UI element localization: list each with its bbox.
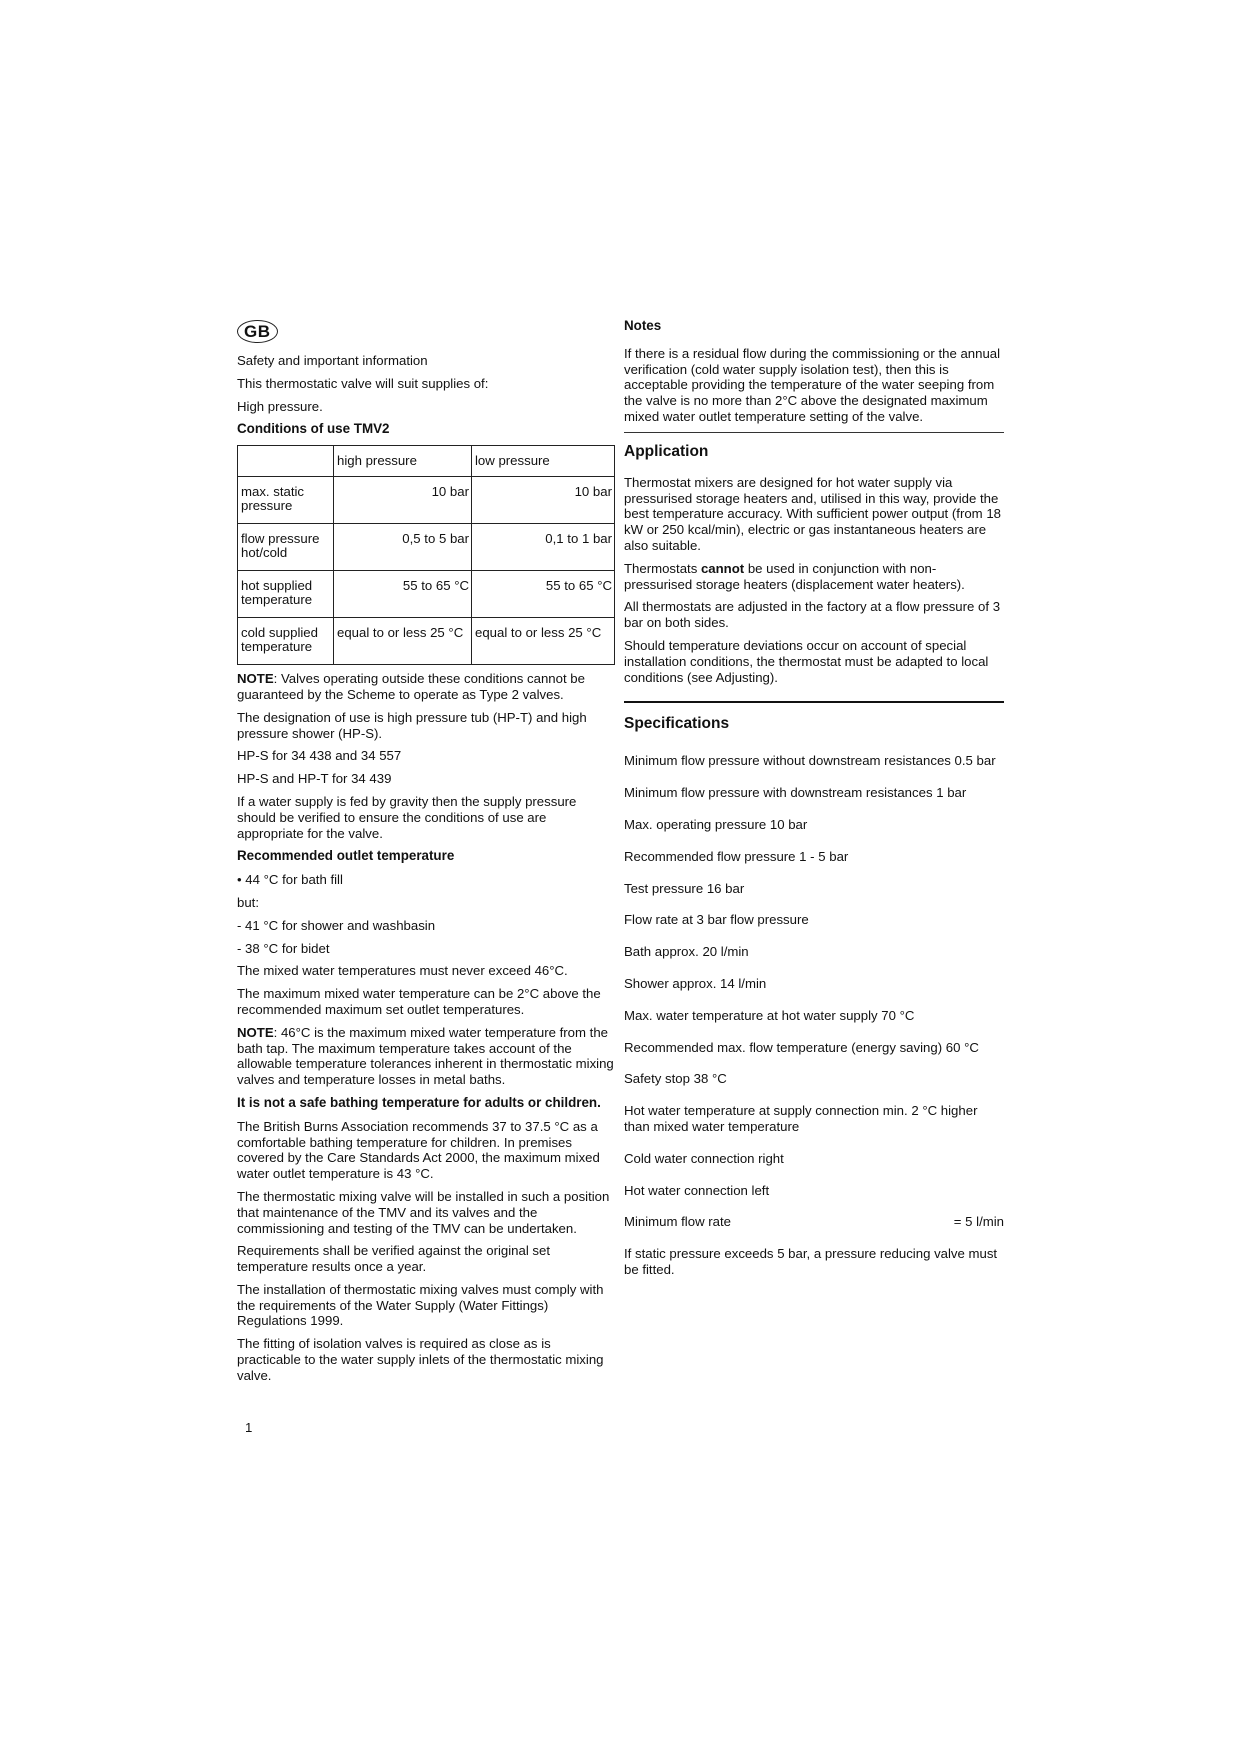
note-conditions bbox=[237, 671, 615, 703]
min-flow-row bbox=[624, 1214, 1004, 1230]
spec-item: Hot water connection left bbox=[624, 1182, 770, 1198]
specifications-title: Specifications bbox=[624, 715, 730, 733]
table-header-cell bbox=[238, 446, 334, 477]
application-paragraph-1: Thermostat mixers are designed for hot water supply via pressurised storage heaters and, utilised in this way, provide the best temperature accuracy. With sufficient power output (from 18 kW or 250 kcal/min), electric or gas instantaneous heaters are also suitable. bbox=[624, 474, 1001, 553]
requirements-paragraph: Requirements shall be verified against the original set temperature results once a year. bbox=[237, 1243, 551, 1275]
max-mixed-paragraph: The maximum mixed water temperature can be 2°C above the recommended maximum set outlet temperatures. bbox=[237, 986, 601, 1017]
page-number: 1 bbox=[245, 1420, 253, 1435]
divider bbox=[624, 432, 1004, 433]
spec-item: Safety stop 38 °C bbox=[624, 1071, 727, 1087]
table-row-label: flow pressure hot/cold bbox=[238, 524, 334, 571]
table-cell: 10 bar bbox=[472, 477, 615, 524]
note-label: NOTE bbox=[237, 671, 274, 687]
left-column bbox=[237, 320, 615, 1391]
table-row-label: max. static pressure bbox=[238, 477, 334, 524]
bidet-line: - 38 °C for bidet bbox=[237, 940, 330, 956]
text-span: be used in conjunction with non-pressurised storage heaters (displacement water heaters). bbox=[624, 560, 965, 592]
spec-item: Flow rate at 3 bar flow pressure bbox=[624, 912, 809, 928]
hp-s-line: HP-S for 34 438 and 34 557 bbox=[237, 748, 402, 764]
table-cell: 0,5 to 5 bar bbox=[334, 524, 472, 571]
right-column bbox=[624, 316, 1004, 1294]
language-badge: GB bbox=[237, 320, 278, 343]
table-header-cell: high pressure bbox=[334, 446, 472, 477]
isolation-paragraph: The fitting of isolation valves is required as close as is practicable to the water supply inlets of the thermostatic mixing valve. bbox=[237, 1336, 604, 1383]
bold-span: cannot bbox=[700, 560, 745, 576]
notes-paragraph: If there is a residual flow during the commissioning or the annual verification (cold water supply isolation test), then this is acceptable providing the temperature of the water seeping from the valve is no more than 2°C above the designated maximum mixed water outlet temperature setting of the valve. bbox=[624, 345, 1001, 424]
spec-item: Minimum flow pressure with downstream resistances 1 bar bbox=[624, 785, 967, 801]
recommended-heading: Recommended outlet temperature bbox=[237, 848, 455, 864]
table-row-label: cold supplied temperature bbox=[238, 618, 334, 665]
spec-item: Bath approx. 20 l/min bbox=[624, 944, 749, 960]
table-header-row bbox=[238, 446, 615, 477]
table-row bbox=[238, 477, 615, 524]
shower-line: - 41 °C for shower and washbasin bbox=[237, 917, 436, 933]
table-row bbox=[238, 524, 615, 571]
table-row bbox=[238, 618, 615, 665]
table-row bbox=[238, 571, 615, 618]
table-header-cell: low pressure bbox=[472, 446, 615, 477]
conditions-table bbox=[237, 445, 615, 665]
min-flow-value: = 5 l/min bbox=[953, 1214, 1004, 1230]
but-line: but: bbox=[237, 894, 259, 910]
hp-s-t-line: HP-S and HP-T for 34 439 bbox=[237, 771, 392, 787]
table-cell: 55 to 65 °C bbox=[472, 571, 615, 618]
spec-item: Minimum flow pressure without downstream resistances 0.5 bar bbox=[624, 753, 996, 769]
note-46 bbox=[237, 1025, 615, 1088]
min-flow-label: Minimum flow rate bbox=[624, 1214, 731, 1230]
not-safe-heading: It is not a safe bathing temperature for adults or children. bbox=[237, 1094, 601, 1110]
application-paragraph-3: All thermostats are adjusted in the factory at a flow pressure of 3 bar on both sides. bbox=[624, 599, 1001, 631]
table-cell: equal to or less 25 °C bbox=[334, 618, 472, 665]
spec-item: Test pressure 16 bar bbox=[624, 880, 745, 896]
note-label: NOTE bbox=[237, 1024, 274, 1040]
spec-item: Shower approx. 14 l/min bbox=[624, 975, 767, 991]
table-cell: 10 bar bbox=[334, 477, 472, 524]
intro-line-3: High pressure. bbox=[237, 398, 323, 414]
spec-item: Max. water temperature at hot water supply 70 °C bbox=[624, 1007, 915, 1023]
installation-paragraph: The installation of thermostatic mixing valves must comply with the requirements of the Water Supply (Water Fittings) Regulations 1999. bbox=[237, 1281, 604, 1329]
table-row-label: hot supplied temperature bbox=[238, 571, 334, 618]
application-paragraph-2 bbox=[624, 561, 1004, 593]
burns-paragraph: The British Burns Association recommends 37 to 37.5 °C as a comfortable bathing temperature for children. In premises covered by the Care Standards Act 2000, the maximum mixed water outlet temperature is 43 °C. bbox=[237, 1118, 600, 1182]
installed-paragraph: The thermostatic mixing valve will be installed in such a position that maintenance of the TMV and its valves and the commissioning and testing of the TMV can be undertaken. bbox=[237, 1188, 610, 1236]
spec-item: Cold water connection right bbox=[624, 1150, 784, 1166]
table-cell: 55 to 65 °C bbox=[334, 571, 472, 618]
intro-line-2: This thermostatic valve will suit supplies of: bbox=[237, 375, 489, 391]
intro-line-1: Safety and important information bbox=[237, 353, 428, 368]
divider-thick bbox=[624, 701, 1004, 703]
bath-line: • 44 °C for bath fill bbox=[237, 872, 343, 888]
spec-item: Recommended max. flow temperature (energy saving) 60 °C bbox=[624, 1039, 979, 1055]
spec-item: Hot water temperature at supply connection min. 2 °C higher than mixed water temperature bbox=[624, 1103, 978, 1134]
designation-paragraph: The designation of use is high pressure tub (HP-T) and high pressure shower (HP-S). bbox=[237, 709, 587, 741]
text-span: Thermostats bbox=[624, 560, 701, 576]
spec-item: Max. operating pressure 10 bar bbox=[624, 816, 808, 832]
mixed-never-paragraph: The mixed water temperatures must never exceed 46°C. bbox=[237, 963, 568, 979]
notes-heading: Notes bbox=[624, 318, 662, 333]
note-text: : 46°C is the maximum mixed water temperature from the bath tap. The maximum temperature takes account of the allowable temperature tolerances inherent in thermostatic mixing valves and temperature losses in metal baths. bbox=[237, 1024, 614, 1088]
application-paragraph-4: Should temperature deviations occur on account of special installation conditions, the thermostat must be adapted to local conditions (see Adjusting). bbox=[624, 637, 989, 685]
table-cell: 0,1 to 1 bar bbox=[472, 524, 615, 571]
static-pressure-note: If static pressure exceeds 5 bar, a pressure reducing valve must be fitted. bbox=[624, 1246, 998, 1277]
application-title: Application bbox=[624, 442, 709, 460]
conditions-heading: Conditions of use TMV2 bbox=[237, 421, 390, 437]
spec-item: Recommended flow pressure 1 - 5 bar bbox=[624, 848, 849, 864]
table-cell: equal to or less 25 °C bbox=[472, 618, 615, 665]
note-text: : Valves operating outside these conditions cannot be guaranteed by the Scheme to operate as Type 2 valves. bbox=[237, 671, 585, 702]
gravity-paragraph: If a water supply is fed by gravity then the supply pressure should be verified to ensure the conditions of use are appropriate for the valve. bbox=[237, 793, 577, 841]
